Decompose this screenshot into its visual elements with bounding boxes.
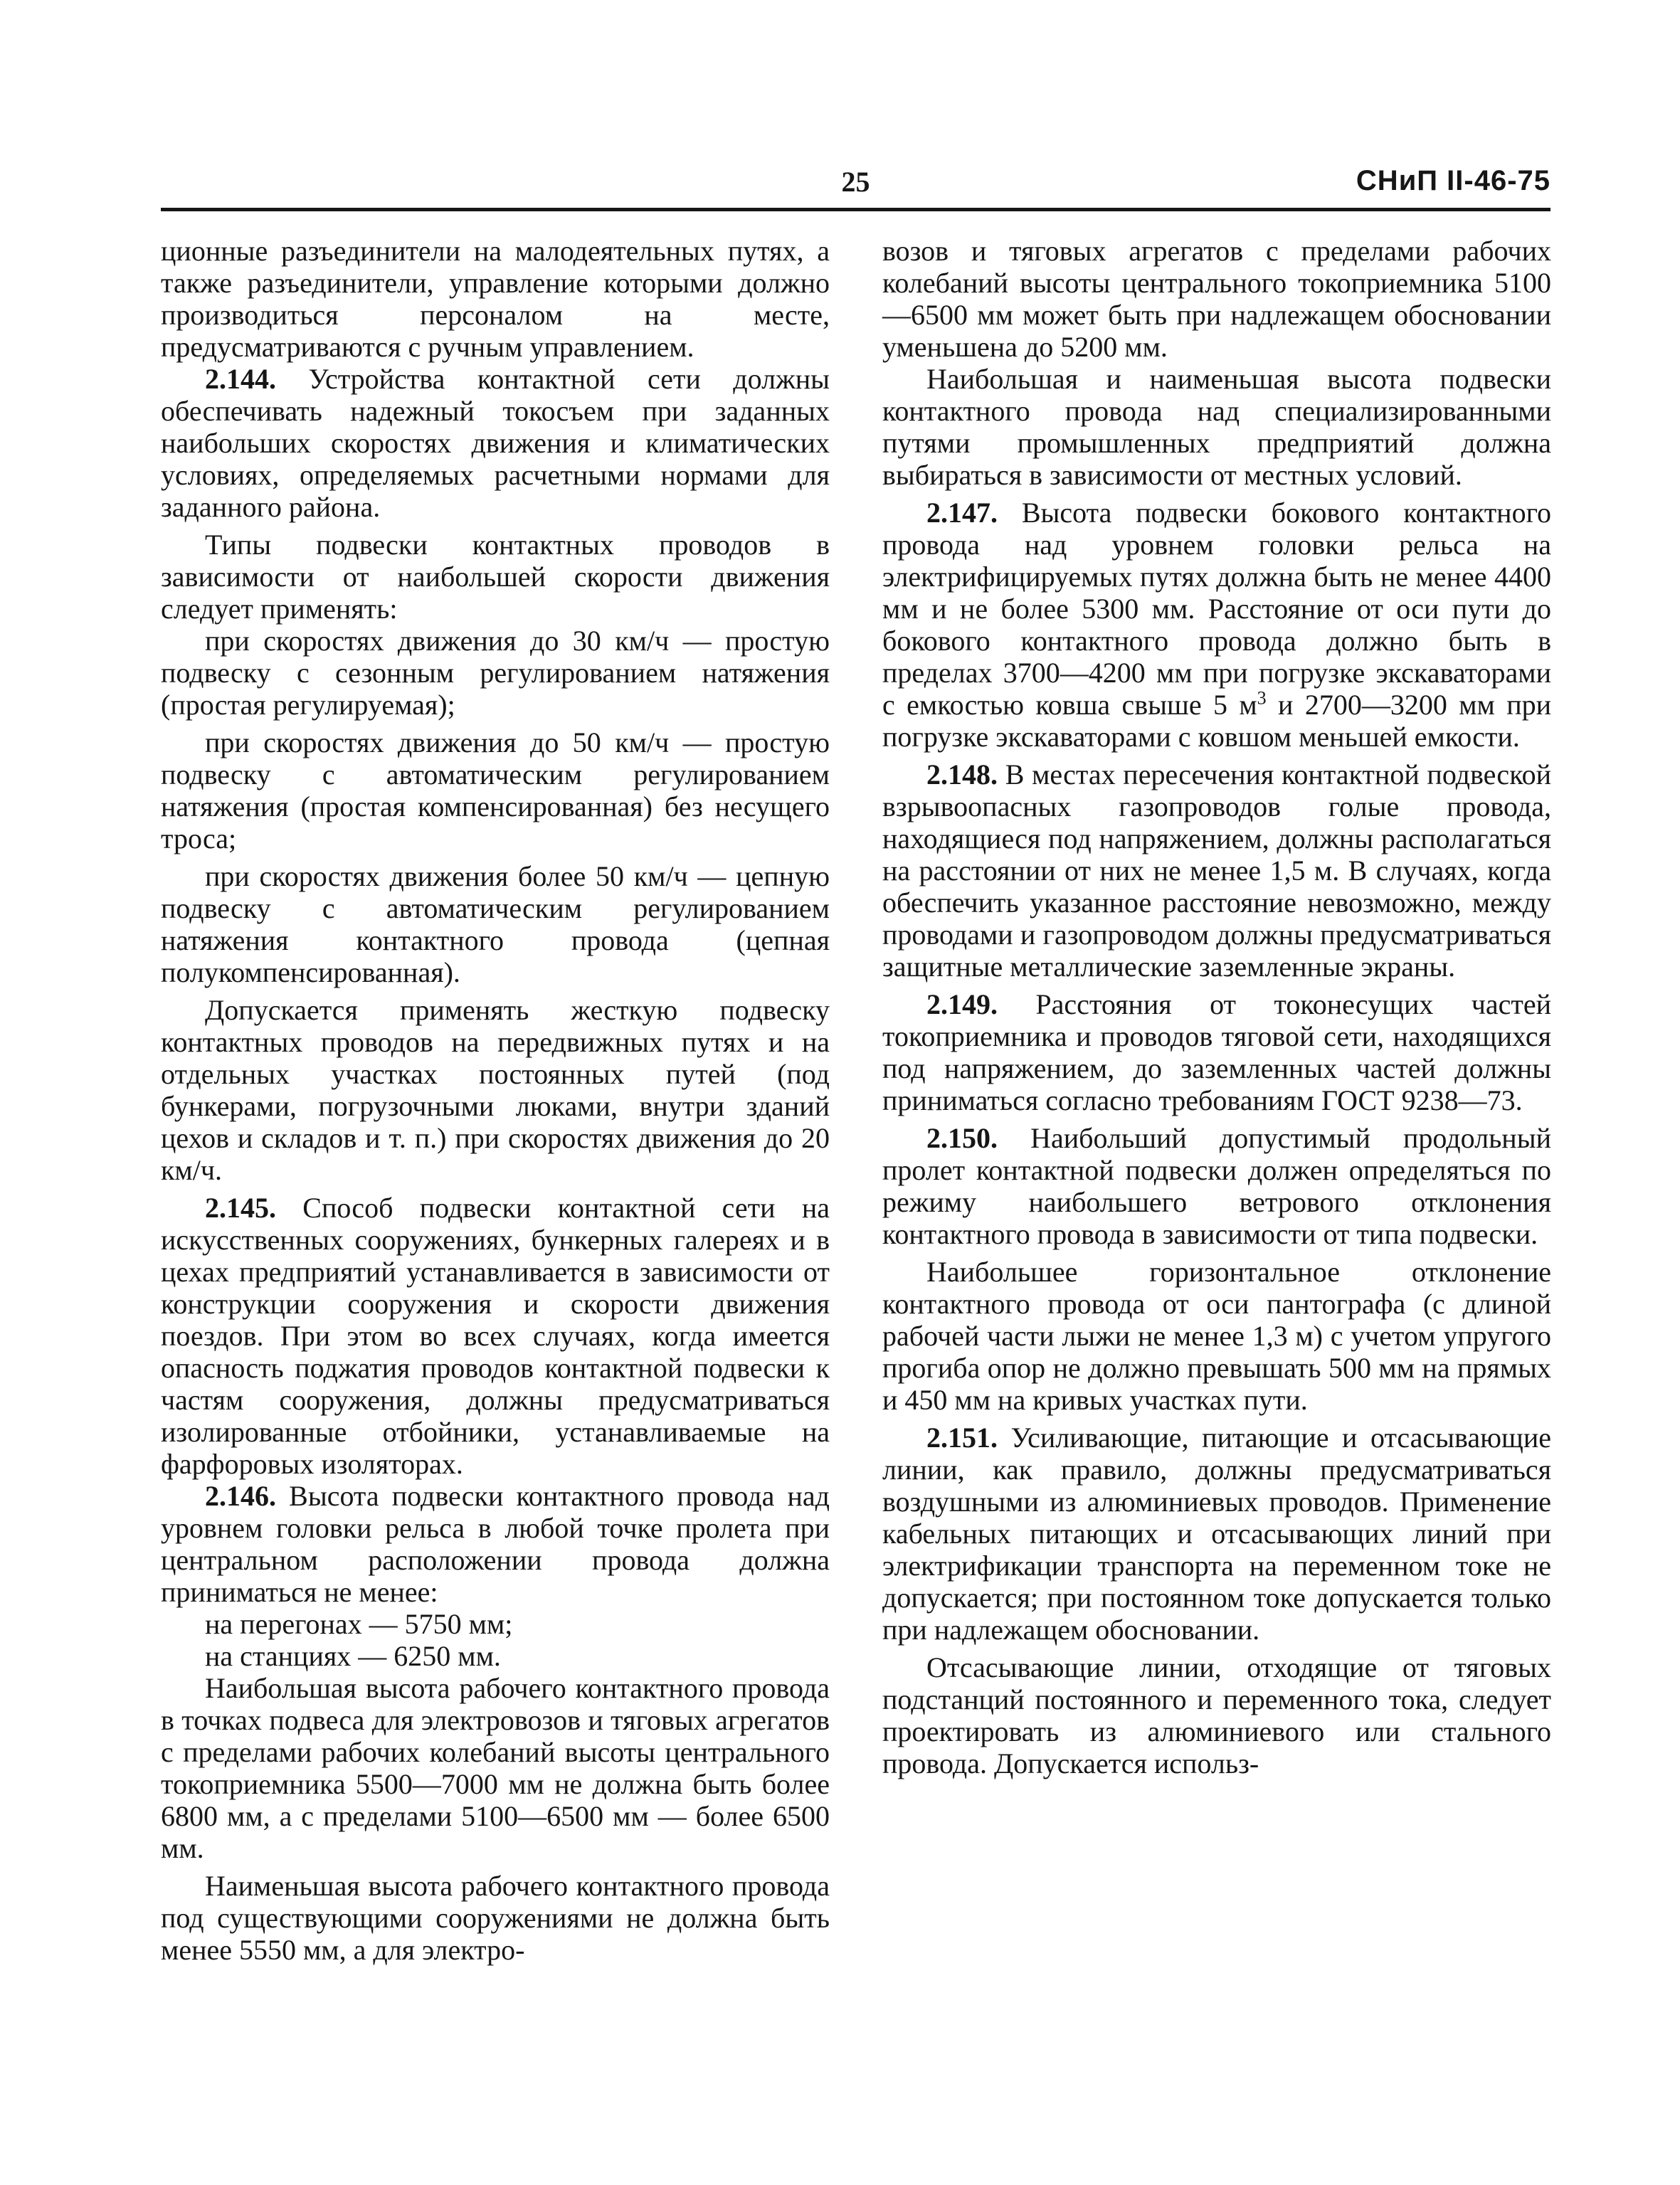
- paragraph-2-144: [161, 363, 830, 523]
- list-item: при скоростях движения до 50 км/ч — простую подвеску с автоматическим регулированием натяжения (простая компенсированная) без несущего троса;: [161, 726, 830, 855]
- clause-number: 2.148.: [926, 758, 998, 790]
- right-column: [882, 235, 1551, 1779]
- paragraph: Наименьшая высота рабочего контактного провода под существующими сооружениями не должна быть менее 5550 мм, а для электро-: [161, 1870, 830, 1966]
- paragraph: Наибольшее горизонтальное отклонение контактного провода от оси пантографа (с длиной рабочей части лыжи не менее 1,3 м) с учетом упругого прогиба опор не должно превышать 500 мм на прямых и 450 мм на кривых участках пути.: [882, 1256, 1551, 1416]
- paragraph-text: Расстояния от токонесущих частей токоприемника и проводов тяговой сети, находящихся под напряжением, до заземленных частей должны приниматься согласно требованиям ГОСТ 9238—73.: [882, 988, 1551, 1116]
- paragraph-text: Усиливающие, питающие и отсасывающие линии, как правило, должны предусматриваться воздушными из алюминиевых проводов. Применение кабельных питающих и отсасывающих линий при электрификации транспорта на переменном токе не допускается; при постоянном токе допускается только при надлежащем обосновании.: [882, 1422, 1551, 1646]
- superscript: 3: [1257, 687, 1267, 709]
- paragraph-text: и 2700—3200 мм при погрузке экскаваторами с ковшом меньшей емкости.: [882, 689, 1552, 753]
- paragraph: Отсасывающие линии, отходящие от тяговых подстанций постоянного и переменного тока, следует проектировать из алюминиевого или стального провода. Допускается использ-: [882, 1651, 1551, 1779]
- list-item: на перегонах — 5750 мм;: [205, 1608, 513, 1640]
- paragraph: возов и тяговых агрегатов с пределами рабочих колебаний высоты центрального токоприемника 5100—6500 мм может быть при надлежащем обосновании уменьшена до 5200 мм.: [882, 235, 1551, 363]
- paragraph: Наибольшая и наименьшая высота подвески контактного провода над специализированными путями промышленных предприятий должна выбираться в зависимости от местных условий.: [882, 363, 1551, 491]
- paragraph-text: Устройства контактной сети должны обеспечивать надежный токосъем при заданных наибольших скоростях движения и климатических условиях, определяемых расчетными нормами для заданного района.: [161, 363, 830, 523]
- paragraph: Типы подвески контактных проводов в зависимости от наибольшей скорости движения следует применять:: [161, 529, 830, 625]
- paragraph-2-147: [882, 497, 1551, 753]
- clause-number: 2.145.: [205, 1192, 276, 1224]
- paragraph-text: В местах пересечения контактной подвеской взрывоопасных газопроводов голые провода, находящиеся под напряжением, должны располагаться на расстоянии от них не менее 1,5 м. В случаях, когда обеспечить указанное расстояние невозможно, между проводами и газопроводом должны предусматриваться защитные металлические заземленные экраны.: [882, 758, 1551, 983]
- paragraph: Наибольшая высота рабочего контактного провода в точках подвеса для электровозов и тяговых агрегатов с пределами рабочих колебаний высоты центрального токоприемника 5500—7000 мм не должна быть более 6800 мм, а с пределами 5100—6500 мм — более 6500 мм.: [161, 1672, 830, 1864]
- paragraph-text: Наибольший допустимый продольный пролет контактной подвески должен определяться по режиму наибольшего ветрового отклонения контактного провода в зависимости от типа подвески.: [882, 1122, 1551, 1250]
- paragraph-2-150: [882, 1122, 1551, 1250]
- clause-number: 2.146.: [205, 1480, 276, 1512]
- header-rule: [161, 208, 1550, 211]
- paragraph-text: Высота подвески бокового контактного провода над уровнем головки рельса на электрифицируемых путях должна быть не менее 4400 мм и не более 5300 мм. Расстояние от оси пути до бокового контактного провода должно быть в пределах 3700—4200 мм при погрузке экскаваторами с емкостью ковша свыше 5 м: [882, 497, 1551, 721]
- clause-number: 2.147.: [926, 497, 998, 529]
- paragraph: Допускается применять жесткую подвеску контактных проводов на передвижных путях и на отдельных участках постоянных путей (под бункерами, погрузочными люками, внутри зданий цехов и складов и т. п.) при скоростях движения до 20 км/ч.: [161, 994, 830, 1186]
- paragraph-2-146: [161, 1480, 830, 1608]
- list-item: на станциях — 6250 мм.: [205, 1640, 501, 1672]
- paragraph-2-149: [882, 988, 1551, 1116]
- left-column: [161, 235, 830, 1966]
- page-number: 25: [841, 166, 870, 198]
- paragraph-2-148: [882, 758, 1551, 983]
- paragraph-2-145: [161, 1192, 830, 1480]
- list-item: при скоростях движения более 50 км/ч — цепную подвеску с автоматическим регулированием натяжения контактного провода (цепная полукомпенсированная).: [161, 860, 830, 988]
- clause-number: 2.151.: [926, 1422, 998, 1454]
- clause-number: 2.149.: [926, 988, 998, 1020]
- paragraph: ционные разъединители на малодеятельных путях, а также разъединители, управление которыми должно производиться персоналом на месте, предусматриваются с ручным управлением.: [161, 235, 830, 363]
- paragraph-2-151: [882, 1422, 1551, 1646]
- clause-number: 2.144.: [205, 363, 276, 395]
- paragraph-text: Высота подвески контактного провода над уровнем головки рельса в любой точке пролета при центральном расположении провода должна приниматься не менее:: [161, 1480, 830, 1608]
- paragraph-text: Способ подвески контактной сети на искусственных сооружениях, бункерных галереях и в цехах предприятий устанавливается в зависимости от конструкции сооружения и скорости движения поездов. При этом во всех случаях, когда имеется опасность поджатия проводов контактной подвески к частям сооружения, должны предусматриваться изолированные отбойники, устанавливаемые на фарфоровых изоляторах.: [161, 1192, 830, 1480]
- page-header: [161, 165, 1550, 208]
- clause-number: 2.150.: [926, 1122, 998, 1154]
- document-code: СНиП II-46-75: [1356, 165, 1550, 196]
- list-item: при скоростях движения до 30 км/ч — простую подвеску с сезонным регулированием натяжения (простая регулируемая);: [161, 625, 830, 721]
